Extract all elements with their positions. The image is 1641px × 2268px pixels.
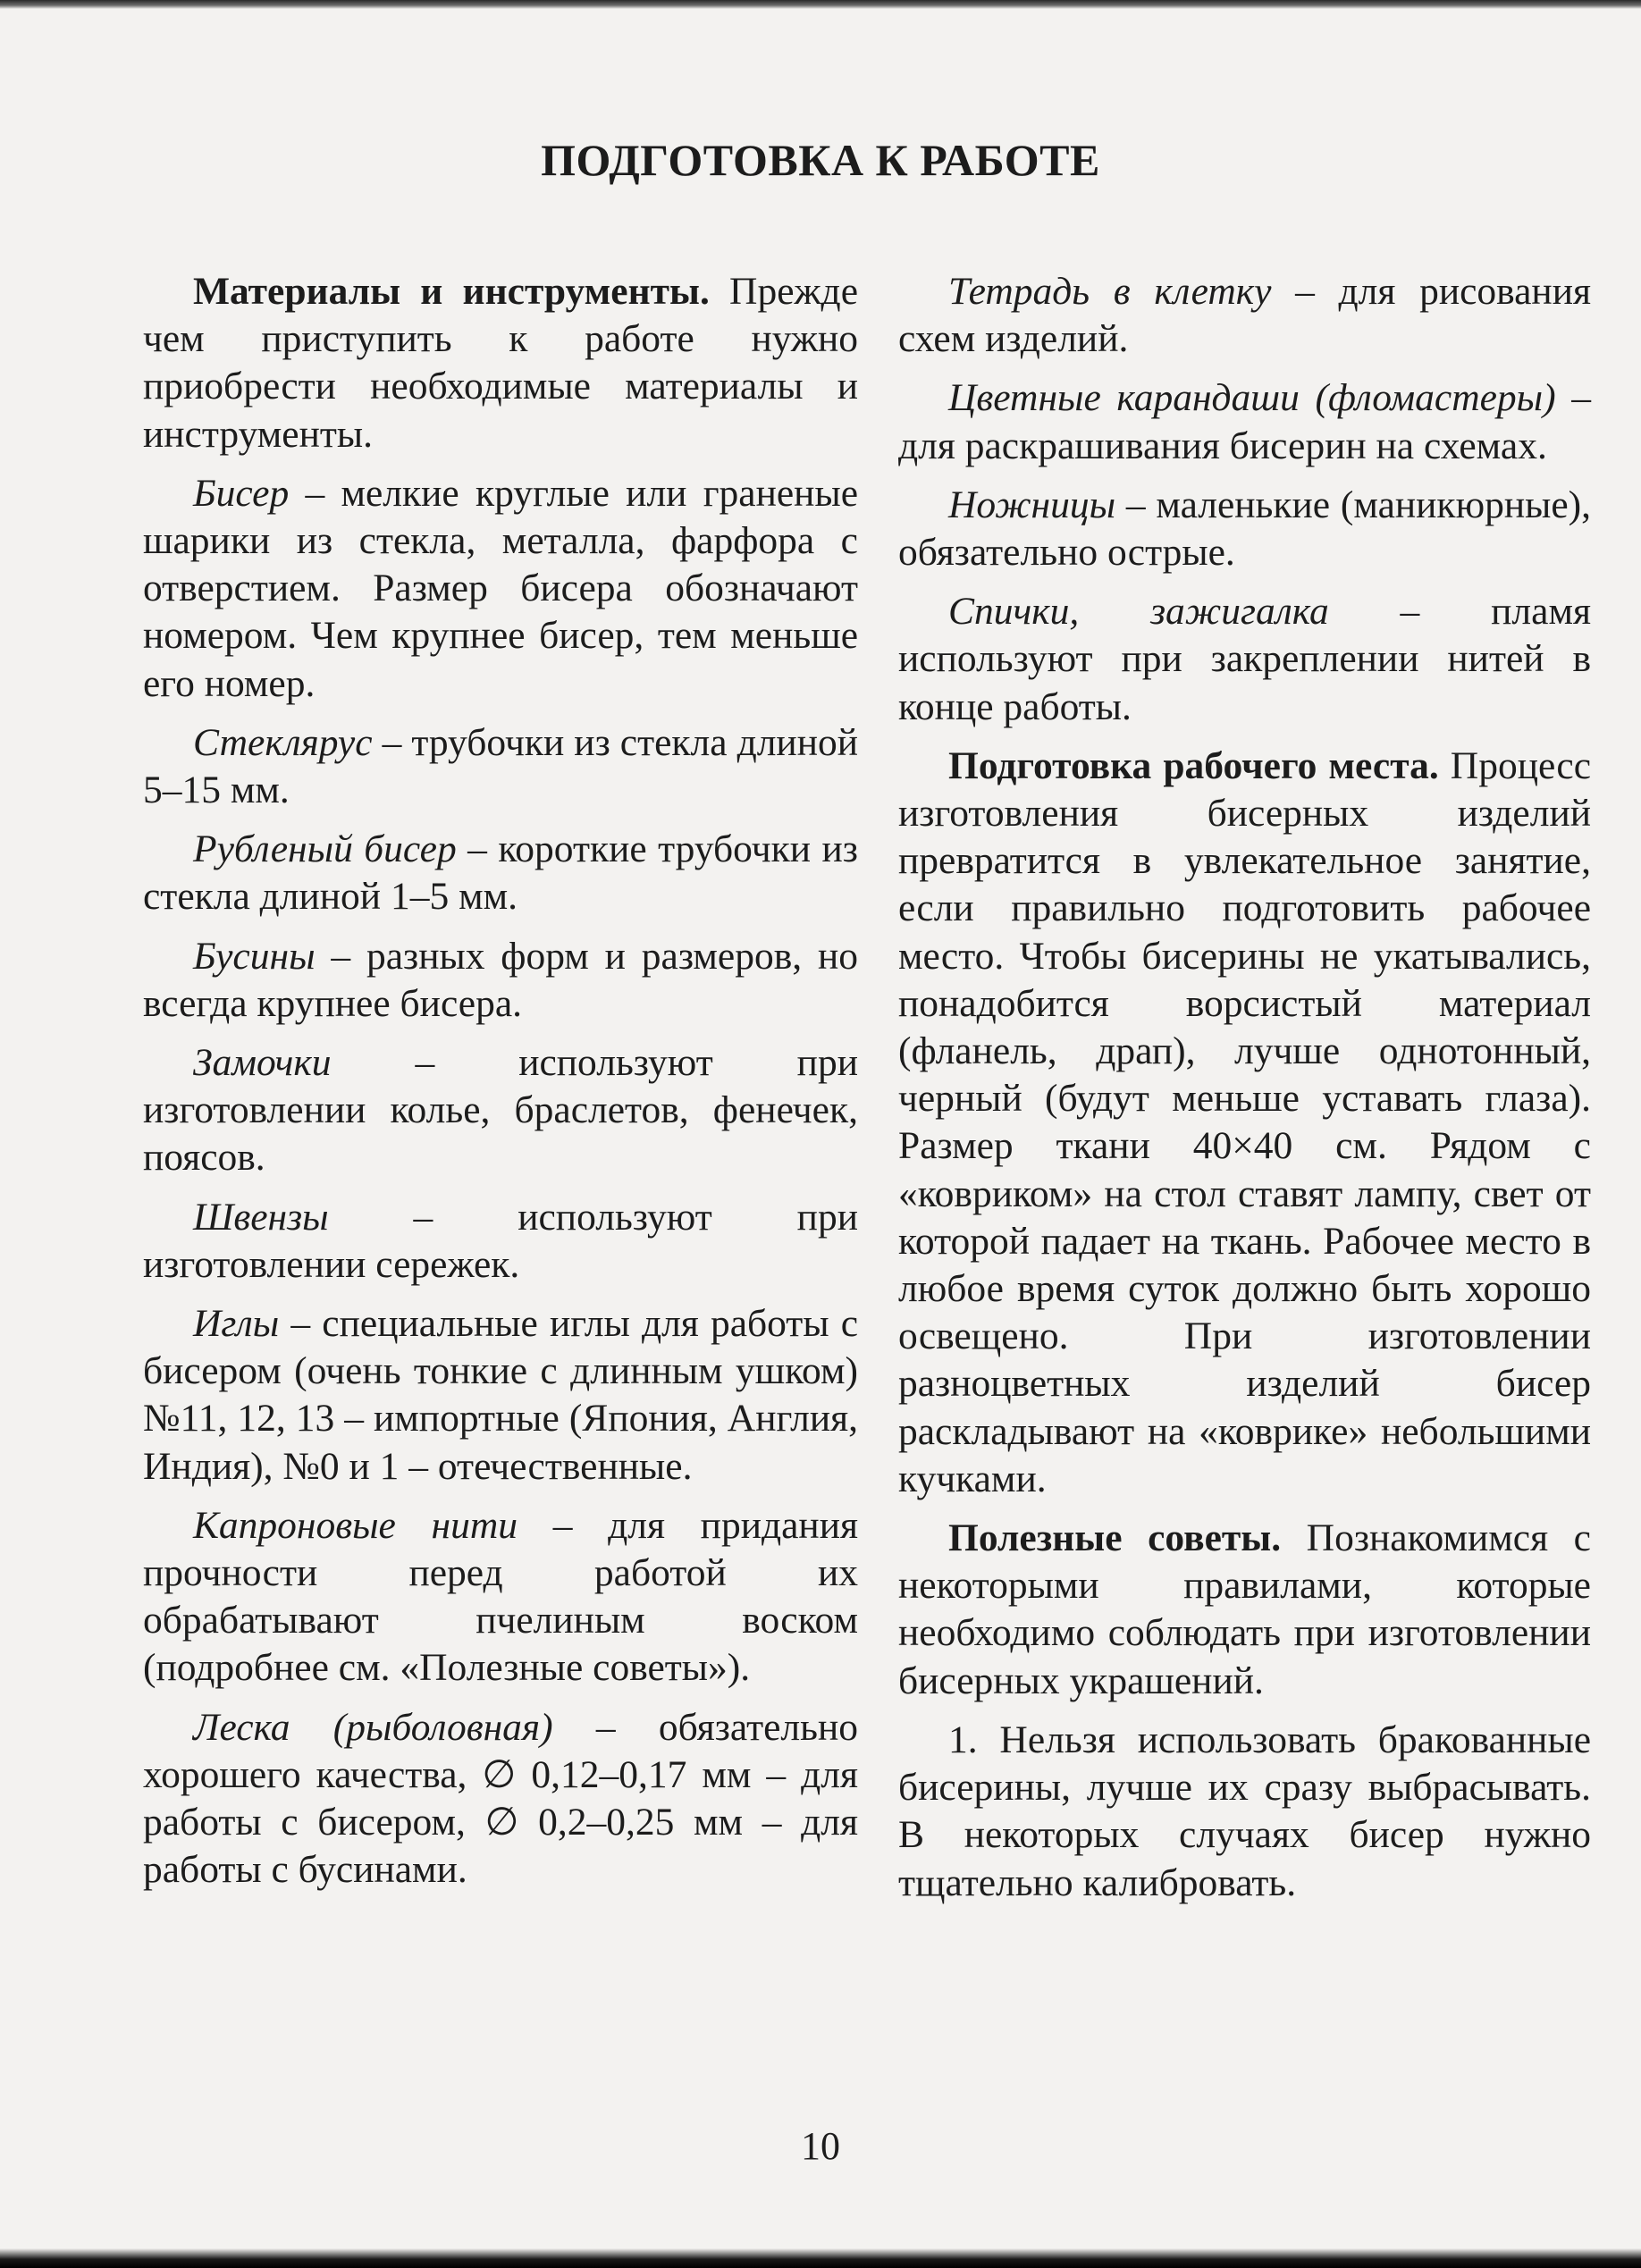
left-column <box>143 268 858 1906</box>
rubleny-text: – короткие трубочки из стекла длиной 1–5 мм. <box>143 827 858 919</box>
materials-text: Прежде чем приступить к работе нужно приобрести необходимые материалы и инструменты. <box>143 270 858 456</box>
businy-paragraph <box>143 933 858 1028</box>
leska-term: Леска (рыболовная) <box>193 1705 553 1749</box>
leska-paragraph <box>143 1704 858 1894</box>
materials-heading: Материалы и инструменты. <box>193 270 710 313</box>
right-column <box>898 268 1591 1919</box>
igly-paragraph <box>143 1300 858 1491</box>
page-number: 10 <box>801 2124 840 2168</box>
shvenzy-paragraph <box>143 1194 858 1289</box>
kapron-term: Капроновые нити <box>193 1503 518 1547</box>
kapron-text: – для придания прочности перед работой их обрабатывают пчелиным воском (подробнее см. «Полезные советы»). <box>143 1503 858 1690</box>
rubleny-paragraph <box>143 826 858 920</box>
nozhnitsy-paragraph <box>898 482 1591 576</box>
zamochki-text: – используют при изготовлении колье, браслетов, фенечек, поясов. <box>143 1041 858 1180</box>
workplace-paragraph <box>898 743 1591 1503</box>
karandashi-paragraph <box>898 374 1591 469</box>
spichki-text: – пламя используют при закреплении нитей в конце работы. <box>898 590 1591 728</box>
steklyarus-term: Стеклярус <box>193 720 373 764</box>
workplace-heading: Подготовка рабочего места. <box>948 743 1439 787</box>
tips-heading: Полезные советы. <box>948 1516 1282 1560</box>
tips-text: Познакомимся с некоторыми правилами, которые необходимо соблюдать при изготовлении бисерных украшений. <box>898 1516 1591 1702</box>
tip-1-paragraph <box>898 1717 1591 1907</box>
page-bottom-edge <box>0 2248 1641 2268</box>
shvenzy-term: Швензы <box>193 1195 329 1239</box>
tetrad-text: – для рисования схем изделий. <box>898 270 1591 361</box>
businy-text: – разных форм и размеров, но всегда крупнее бисера. <box>143 934 858 1025</box>
igly-text: – специальные иглы для работы с бисером (очень тонкие с длинным ушком) №11, 12, 13 – импортные (Япония, Англия, Индия), №0 и 1 – отечественные. <box>143 1302 858 1488</box>
nozhnitsy-term: Ножницы <box>948 483 1116 526</box>
spichki-term: Спички, зажигалка <box>948 590 1329 634</box>
tip-1-text: 1. Нельзя использовать бракованные бисерины, лучше их сразу выбрасывать. В некоторых случаях бисер нужно тщательно калибровать. <box>898 1718 1591 1904</box>
page-title: ПОДГОТОВКА К РАБОТЕ <box>541 135 1100 185</box>
shvenzy-text: – используют при изготовлении сережек. <box>143 1195 858 1286</box>
biser-text: – мелкие круглые или граненые шарики из стекла, металла, фарфора с отверстием. Размер бисера обозначают номером. Чем крупнее бисер, тем меньше его номер. <box>143 471 858 705</box>
page-top-edge <box>0 0 1641 9</box>
leska-text: – обязательно хорошего качества, ∅ 0,12–0,17 мм – для работы с бисером, ∅ 0,2–0,25 мм – для работы с бусинами. <box>143 1705 858 1892</box>
tetrad-term: Тетрадь в клетку <box>948 270 1272 313</box>
zamochki-term: Замочки <box>193 1041 332 1085</box>
karandashi-term: Цветные карандаши (фломастеры) <box>948 376 1556 420</box>
rubleny-term: Рубленый бисер <box>193 827 457 871</box>
kapron-paragraph <box>143 1502 858 1693</box>
biser-paragraph <box>143 470 858 708</box>
igly-term: Иглы <box>193 1302 280 1346</box>
zamochki-paragraph <box>143 1039 858 1182</box>
businy-term: Бусины <box>193 934 316 978</box>
steklyarus-paragraph <box>143 719 858 814</box>
materials-paragraph <box>143 268 858 458</box>
tetrad-paragraph <box>898 268 1591 363</box>
spichki-paragraph <box>898 588 1591 731</box>
tips-paragraph <box>898 1515 1591 1705</box>
steklyarus-text: – трубочки из стекла длиной 5–15 мм. <box>143 720 858 812</box>
nozhnitsy-text: – маленькие (маникюрные), обязательно острые. <box>898 483 1591 575</box>
biser-term: Бисер <box>193 471 290 515</box>
workplace-text: Процесс изготовления бисерных изделий превратится в увлекательное занятие, если правильно подготовить рабочее место. Чтобы бисерины не укатывались, понадобится ворсистый материал (фланель, драп), лучше однотонный, черный (будут меньше уставать глаза). Размер ткани 40×40 см. Рядом с «ковриком» на стол ставят лампу, свет от которой падает на ткань. Рабочее место в любое время суток должно быть хорошо освещено. При изготовлении разноцветных изделий бисер раскладывают на «коврике» небольшими кучками. <box>898 743 1591 1500</box>
karandashi-text: – для раскрашивания бисерин на схемах. <box>898 376 1592 467</box>
